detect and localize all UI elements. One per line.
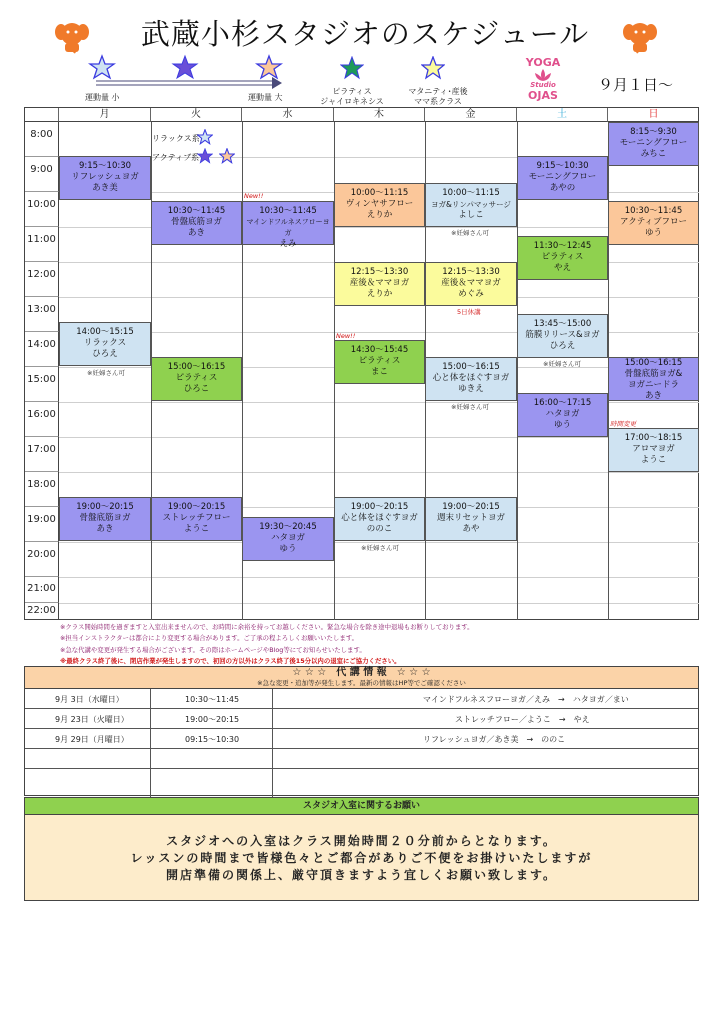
maternity-legend-label: マタニティ･産後 ママ系クラス bbox=[408, 87, 468, 106]
time-label: 8:00 bbox=[25, 122, 59, 157]
activity-legend bbox=[84, 53, 294, 93]
schedule-start-date: ９月１日～ bbox=[598, 76, 674, 94]
activity-small-label: 運動量 小 bbox=[85, 93, 120, 102]
table-row bbox=[25, 749, 698, 769]
table-row bbox=[25, 769, 698, 789]
class-block[interactable]: 10:30～11:45 骨盤底筋ヨガ あき bbox=[151, 201, 242, 245]
new-badge: New!! bbox=[336, 332, 356, 340]
class-block[interactable]: 14:30～15:45 ピラティス まこ bbox=[334, 340, 425, 384]
table-row: 9月 23日（火曜日） 19:00～20:15 ストレッチフロー／ようこ → やえ bbox=[25, 709, 698, 729]
time-label: 11:00 bbox=[25, 227, 59, 262]
lotus-icon bbox=[533, 68, 553, 82]
time-label: 17:00 bbox=[25, 437, 59, 472]
entry-request-body: スタジオへの入室はクラス開始時間２０分前からとなります。 レッスンの時間まで皆様色々とご都合がありご不便をお掛けいたしますが 開店準備の関係上、厳守頂きますよう宜しくお願い致します。 bbox=[24, 815, 699, 901]
class-block[interactable]: 19:30～20:45 ハタヨガ ゆう bbox=[242, 517, 334, 561]
day-header-sun: 日 bbox=[608, 108, 699, 122]
class-block[interactable]: 8:15～9:30 モーニングフロー みちこ bbox=[608, 122, 699, 166]
class-block[interactable]: 19:00～20:15 骨盤底筋ヨガ あき bbox=[59, 497, 151, 541]
class-block[interactable]: 19:00～20:15 ストレッチフロー ようこ bbox=[151, 497, 242, 541]
entry-request-header: スタジオ入室に関するお願い bbox=[24, 797, 699, 815]
day-header-fri: 金 bbox=[425, 108, 517, 122]
time-label: 18:00 bbox=[25, 472, 59, 507]
substitute-table bbox=[24, 666, 699, 796]
ganesha-logo-right-icon bbox=[620, 16, 660, 56]
class-block[interactable]: 17:00～18:15 アロマヨガ ようこ bbox=[608, 428, 699, 472]
time-label: 20:00 bbox=[25, 542, 59, 577]
class-block[interactable]: 10:30～11:45 アクティブフロー ゆう bbox=[608, 201, 699, 245]
class-block[interactable]: 19:00～20:15 心と体をほぐすヨガ ののこ bbox=[334, 497, 425, 541]
substitute-header: ☆ ☆ ☆ 代 講 情 報 ☆ ☆ ☆ ※急な変更・追加等が発生します。最新の情報はHP等でご確認ください bbox=[25, 667, 698, 689]
class-block[interactable]: 14:00～15:15 リラックス ひろえ bbox=[59, 322, 151, 366]
time-label: 16:00 bbox=[25, 402, 59, 437]
pregnant-ok-note: ※妊婦さん可 bbox=[87, 369, 125, 377]
studio-logo: YOGA Studio OJAS bbox=[525, 56, 561, 102]
table-row: 9月 3日（水曜日） 10:30～11:45 マインドフルネスフローヨガ／えみ → ハタヨガ／まい bbox=[25, 689, 698, 709]
star-maternity-icon bbox=[421, 56, 445, 84]
relax-legend-label: リラックス系 bbox=[152, 134, 200, 143]
new-badge: New!! bbox=[244, 192, 264, 200]
footnote: ※担当インストラクターは都合により変更する場合があります。ご了承の程よろしくお願いいたします。 bbox=[60, 634, 358, 642]
pilates-legend-label: ピラティス ジャイロキネシス bbox=[320, 87, 384, 106]
day-header-mon: 月 bbox=[59, 108, 151, 122]
pregnant-ok-note: ※妊婦さん可 bbox=[361, 544, 399, 552]
class-block[interactable]: 11:30～12:45 ピラティス やえ bbox=[517, 236, 608, 280]
pregnant-ok-note: ※妊婦さん可 bbox=[451, 403, 489, 411]
time-label: 14:00 bbox=[25, 332, 59, 367]
footnote: ※クラス開始時間を過ぎますと入室出来ませんので、お時間に余裕を持ってお越しください。緊急な場合を除き途中退場もお断りしております。 bbox=[60, 623, 474, 631]
class-block[interactable]: 10:00～11:15 ヨガ&リンパマッサージ よしこ bbox=[425, 183, 517, 227]
class-block[interactable]: 19:00～20:15 週末リセットヨガ あや bbox=[425, 497, 517, 541]
active-legend-label: アクティブ系 bbox=[152, 153, 200, 162]
day-header-sat: 土 bbox=[517, 108, 608, 122]
time-label: 9:00 bbox=[25, 157, 59, 192]
class-block[interactable]: 9:15～10:30 リフレッシュヨガ あき美 bbox=[59, 156, 151, 200]
class-block[interactable]: 15:00～16:15 骨盤底筋ヨガ& ヨガニードラ あき bbox=[608, 357, 699, 401]
class-block[interactable]: 16:00～17:15 ハタヨガ ゆう bbox=[517, 393, 608, 437]
activity-large-label: 運動量 大 bbox=[248, 93, 283, 102]
closed-note: 5日休講 bbox=[457, 308, 481, 316]
ganesha-logo-left-icon bbox=[52, 16, 92, 56]
time-label: 13:00 bbox=[25, 297, 59, 332]
time-changed-badge: 時間変更 bbox=[610, 420, 636, 428]
star-active-icon bbox=[197, 148, 213, 168]
pregnant-ok-note: ※妊婦さん可 bbox=[451, 229, 489, 237]
day-header-thu: 木 bbox=[334, 108, 425, 122]
class-block[interactable]: 10:00～11:15 ヴィンヤサフロー えりか bbox=[334, 183, 425, 227]
class-block[interactable]: 10:30～11:45 マインドフルネスフローヨガ えみ bbox=[242, 201, 334, 245]
time-label: 22:00 bbox=[25, 603, 59, 620]
class-block[interactable]: 12:15～13:30 産後＆ママヨガ えりか bbox=[334, 262, 425, 306]
weekly-schedule bbox=[24, 107, 699, 620]
star-pilates-icon bbox=[340, 56, 364, 84]
class-block[interactable]: 15:00～16:15 ピラティス ひろこ bbox=[151, 357, 242, 401]
star-relax-icon bbox=[90, 56, 114, 78]
star-relax-icon bbox=[197, 129, 213, 149]
page-title: 武蔵小杉スタジオのスケジュール bbox=[140, 17, 590, 51]
star-active-strong-icon bbox=[219, 148, 235, 168]
time-label: 10:00 bbox=[25, 192, 59, 227]
time-label: 12:00 bbox=[25, 262, 59, 297]
class-block[interactable]: 15:00～16:15 心と体をほぐすヨガ ゆきえ bbox=[425, 357, 517, 401]
time-label: 21:00 bbox=[25, 577, 59, 603]
time-label: 15:00 bbox=[25, 367, 59, 402]
day-header-tue: 火 bbox=[151, 108, 242, 122]
time-label: 19:00 bbox=[25, 507, 59, 542]
class-block[interactable]: 9:15～10:30 モーニングフロー あやの bbox=[517, 156, 608, 200]
class-block[interactable]: 12:15～13:30 産後＆ママヨガ めぐみ bbox=[425, 262, 517, 306]
time-header bbox=[25, 108, 59, 122]
pregnant-ok-note: ※妊婦さん可 bbox=[543, 360, 581, 368]
class-block[interactable]: 13:45～15:00 筋膜リリース&ヨガ ひろえ bbox=[517, 314, 608, 358]
table-row: 9月 29日（月曜日） 09:15～10:30 リフレッシュヨガ／あき美 → ののこ bbox=[25, 729, 698, 749]
star-active-icon bbox=[173, 56, 197, 78]
footnote: ※最終クラス終了後に、閉店作業が発生しますので、初回の方以外はクラス終了後15分以内の退室にご協力ください。 bbox=[60, 657, 401, 665]
star-active-strong-icon bbox=[257, 56, 281, 78]
day-header-wed: 水 bbox=[242, 108, 334, 122]
footnote: ※急な代講や変更が発生する場合がございます。その際はホームページやBlog等にてお知らせいたします。 bbox=[60, 646, 366, 654]
